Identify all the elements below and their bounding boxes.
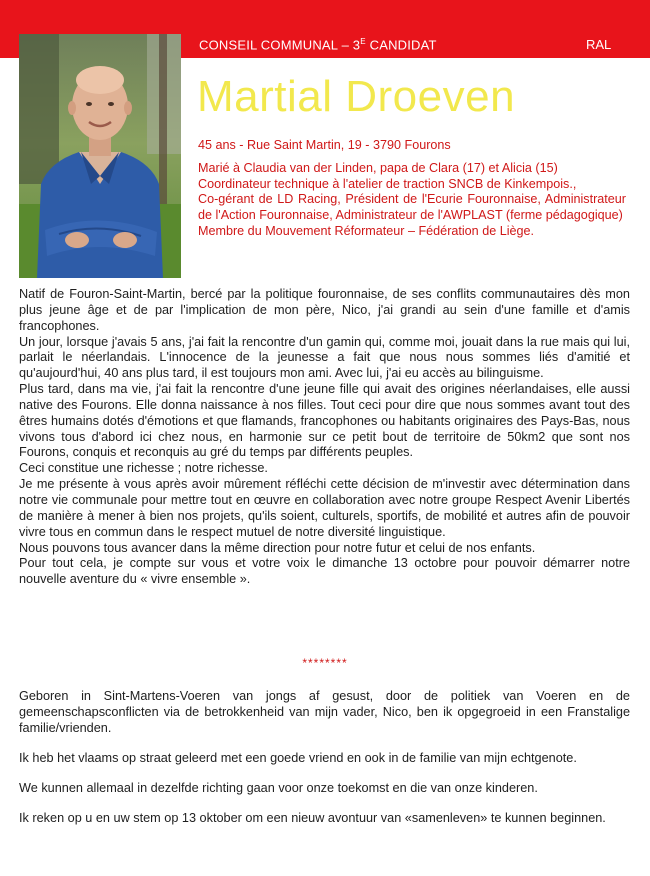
french-paragraph: Ceci constitue une richesse ; notre richesse. [19,461,268,476]
french-paragraph: Je me présente à vous après avoir mûrement réfléchi cette décision de m'investir avec détermination dans notre vie communale pour mettre tout en œuvre en collaboration avec notre groupe Respect Avenir Libertés de manière à mener à bien nos projets, qu'ils soient, culturels, sportifs, de mobilité et autres afin de pouvoir vivre tous en commun dans le respect mutuel de notre diversité linguistique. [19,477,630,539]
dutch-paragraph: We kunnen allemaal in dezelfde richting gaan voor onze toekomst en die van onze kinderen. [19,781,538,795]
french-paragraph: Plus tard, dans ma vie, j'ai fait la rencontre d'une jeune fille qui avait des origines néerlandaises, elle aussi native des Fourons. Elle donna naissance à nos filles. Tout ceci pour dire que nous sommes avant tout des êtres humains dotés d'émotions et que flamands, francophones ou habitants originaires des Pays-Bas, nous vivons tous d'abord ici chez nous, en harmonie sur ce petit bout de territoire de 50km2 que sont nos Fourons, conquis et reconquis au gré du temps par différents peuples. [19,382,630,460]
candidate-info [198,138,626,240]
candidate-photo [19,34,181,278]
party-label: RAL [586,37,612,52]
dutch-statement [19,688,630,840]
dutch-paragraph: Ik reken op u en uw stem op 13 oktober om een nieuw avontuur van «samenleven» te kunnen beginnen. [19,811,606,825]
french-paragraph: Nous pouvons tous avancer dans la même direction pour notre futur et celui de nos enfants. [19,540,536,555]
section-separator: ******** [302,656,348,670]
candidate-job: Coordinateur technique à l'atelier de traction SNCB de Kinkempois., [198,176,577,191]
candidate-address: 45 ans - Rue Saint Martin, 19 - 3790 Fourons [198,138,451,152]
candidate-name: Martial Droeven [197,72,516,121]
candidate-family: Marié à Claudia van der Linden, papa de Clara (17) et Alicia (15) [198,160,558,175]
header-title: CONSEIL COMMUNAL – $3^E$ CANDIDAT [199,37,437,53]
french-paragraph: Natif de Fouron-Saint-Martin, bercé par la politique fouronnaise, de ses conflits communautaires dès mon plus jeune âge et de par l'implication de mon père, Nico, j'ai grandi au sein d'une famille et d'amis francophones. [19,287,630,333]
candidate-roles: Co-gérant de LD Racing, Président de l'Ecurie Fouronnaise, Administrateur de l'Action Fouronnaise, Administrateur de l'AWPLAST (ferme pédagogique) [198,192,626,223]
dutch-paragraph: Ik heb het vlaams op straat geleerd met een goede vriend en ook in de familie van mijn echtgenote. [19,751,577,765]
dutch-paragraph: Geboren in Sint-Martens-Voeren van jongs af gesust, door de politiek van Voeren en de gemeenschapsconflicten via de betrokkenheid van mijn vader, Nico, ben ik opgegroeid in een Franstalige familie/vrienden. [19,689,630,735]
candidate-party-membership: Membre du Mouvement Réformateur – Fédération de Liège. [198,223,535,238]
french-paragraph: Pour tout cela, je compte sur vous et votre voix le dimanche 13 octobre pour pouvoir démarrer notre nouvelle aventure du « vivre ensemble ». [19,556,630,587]
french-statement [19,287,630,588]
french-paragraph: Un jour, lorsque j'avais 5 ans, j'ai fait la rencontre d'un gamin qui, comme moi, jouait dans la rue mais qui lui, parlait le néerlandais. L'innocence de la jeunesse a fait que nous nous sommes liés d'amitié et qu'aujourd'hui, 40 ans plus tard, il est toujours mon ami. Avec lui, j'ai eu accès au bilinguisme. [19,334,630,381]
